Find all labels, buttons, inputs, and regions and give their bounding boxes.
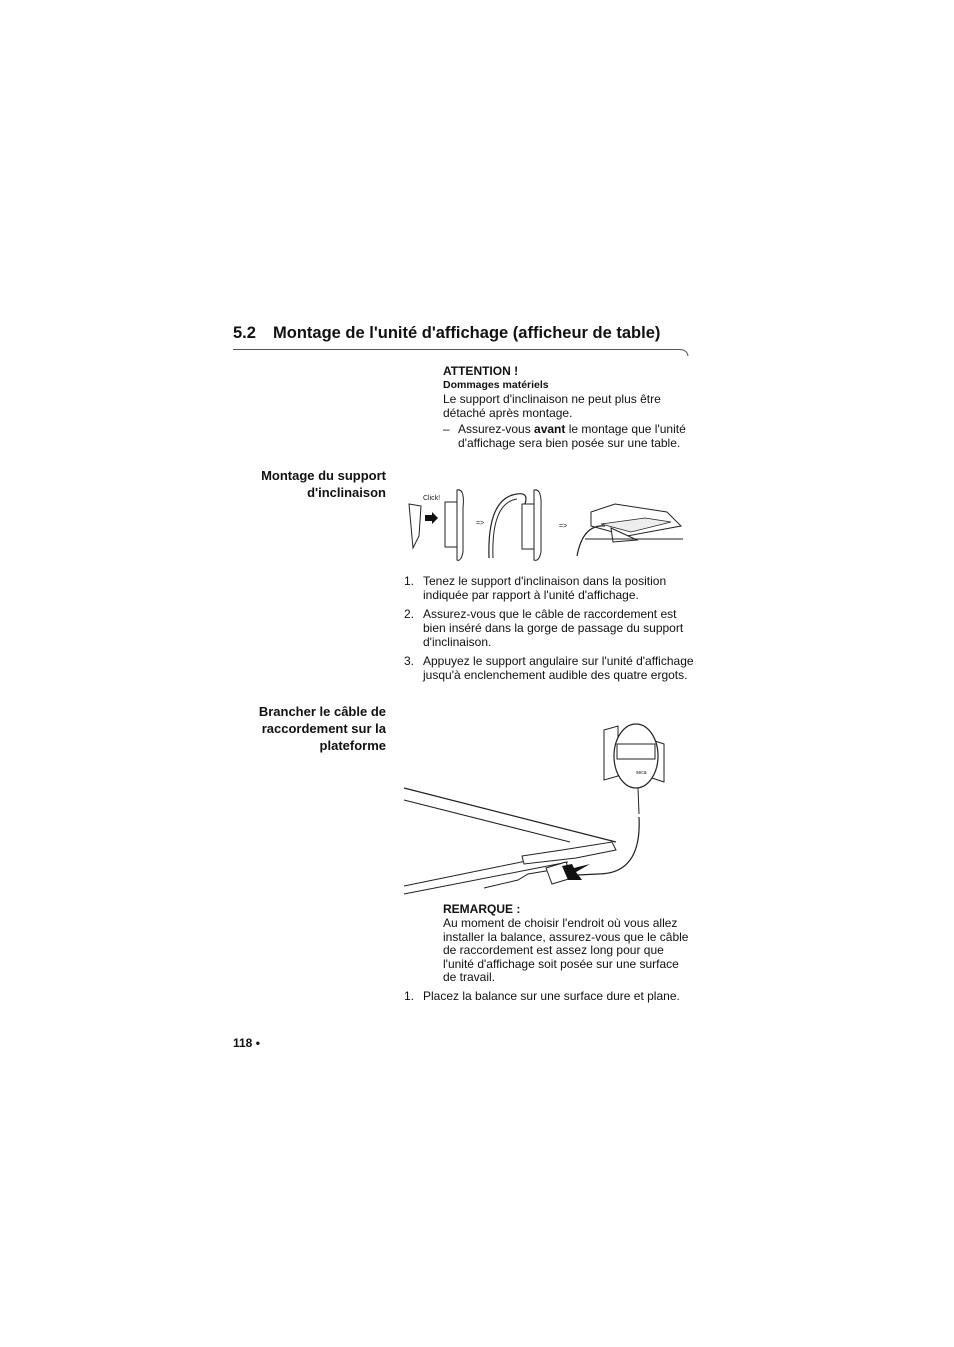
platform-connector-housing — [522, 842, 616, 864]
platform-edge-inner — [404, 800, 570, 842]
platform-edge-top — [404, 788, 616, 842]
section-title-text: Montage de l'unité d'affichage (afficheur de table) — [273, 324, 661, 342]
tilt-step — [404, 574, 694, 602]
bracket-shape — [409, 504, 421, 548]
step-text: Appuyez le support angulaire sur l'unité d'affichage jusqu'à enclenchement audible des quatre ergots. — [423, 654, 694, 682]
tilt-heading-line1: Montage du support — [261, 468, 386, 483]
page-number: 118 • — [233, 1036, 260, 1050]
tilt-mount-illustration — [405, 478, 690, 568]
section-rule — [233, 349, 693, 361]
step-text: Assurez-vous que le câble de raccordement est bien inséré dans la gorge de passage du support d'inclinaison. — [423, 607, 684, 649]
arrow-1: => — [476, 520, 485, 527]
attention-bullet — [443, 422, 693, 450]
cable-heading-line2: raccordement sur la — [261, 721, 386, 736]
display-back — [445, 502, 457, 547]
step-number: 1. — [404, 574, 415, 588]
tilt-steps — [404, 574, 694, 687]
remark-text: Au moment de choisir l'endroit où vous allez installer la balance, assurez-vous que le câble de raccordement est assez long pour que l'unité d'affichage soit posée sur une surface de travail. — [443, 916, 689, 984]
section-number: 5.2 — [233, 324, 256, 342]
tilt-step — [404, 607, 694, 649]
cable-heading-line1: Brancher le câble de — [258, 704, 386, 719]
bullet-post: le montage que l'unité d'affichage sera bien posée sur une table. — [458, 422, 686, 450]
attention-title: ATTENTION ! — [443, 364, 519, 378]
tilt-heading-line2: d'inclinaison — [307, 485, 386, 500]
bullet-dash: – — [443, 422, 450, 436]
display-edge — [457, 490, 463, 561]
display-back-2 — [522, 504, 534, 549]
click-label: Click! — [423, 495, 441, 502]
step-number: 2. — [404, 607, 415, 621]
push-arrow-icon — [425, 512, 438, 524]
attention-bullet-text — [458, 422, 693, 450]
display-logo: seca — [636, 770, 647, 776]
cable-segment — [638, 788, 639, 814]
platform-foot — [484, 870, 552, 888]
step-text: Placez la balance sur une surface dure et plane. — [423, 989, 680, 1003]
cable-connection-illustration — [402, 718, 672, 898]
tilt-heading — [261, 467, 386, 501]
tilt-step — [404, 654, 694, 682]
cable-heading-line3: plateforme — [319, 738, 386, 753]
step-number: 1. — [404, 989, 415, 1003]
cable-c — [577, 526, 605, 556]
display-lcd — [617, 744, 655, 759]
step-number: 3. — [404, 654, 415, 668]
step-text: Tenez le support d'inclinaison dans la position indiquée par rapport à l'unité d'affichage. — [423, 574, 667, 602]
platform-bottom-edge — [404, 862, 568, 894]
section-title — [233, 324, 660, 343]
attention-text: Le support d'inclinaison ne peut plus être détaché après montage. — [443, 392, 661, 420]
bullet-bold: avant — [534, 422, 566, 436]
bullet-pre: Assurez-vous — [458, 422, 535, 436]
attention-subtitle: Dommages matériels — [443, 379, 549, 391]
arrow-2: => — [559, 523, 568, 530]
display-edge-2 — [534, 490, 541, 561]
cable-heading — [259, 703, 386, 754]
cable-step — [404, 989, 694, 1003]
remark-title: REMARQUE : — [443, 902, 521, 916]
cable-steps — [404, 989, 694, 1008]
